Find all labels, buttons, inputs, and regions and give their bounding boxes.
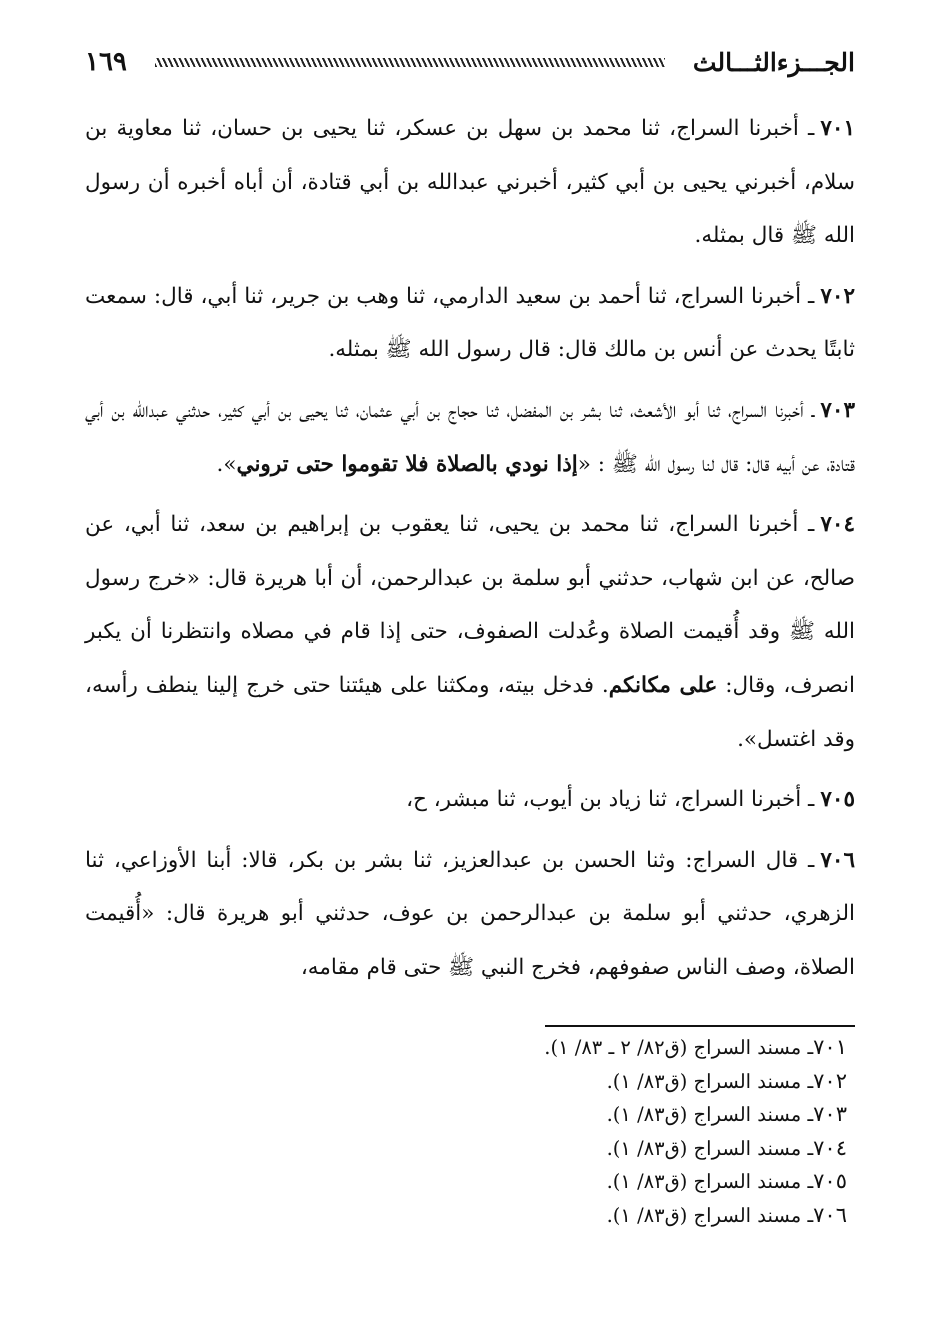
hadith-705 [85, 773, 855, 827]
footnote-number: ٧٠١ [813, 1035, 847, 1059]
footnote-number: ٧٠٦ [813, 1202, 847, 1227]
hadith-body: ـ أخبرنا السراج، ثنا محمد بن سهل بن عسكر، ثنا يحيى بن حسان، ثنا معاوية بن سلام، أخبرني يحيى بن أبي كثير، أخبرني عبدالله بن أبي قتادة، أن أباه أخبره أن رسول الله ﷺ قال بمثله. [85, 116, 855, 249]
page-number: ١٦٩ [85, 47, 127, 77]
hadith-body: ـ أخبرنا السراج، ثنا زياد بن أيوب، ثنا مبشر، ح، [406, 787, 815, 813]
hadith-body: ـ أخبرنا السراج، ثنا أبو الأشعث، ثنا بشر بن المفضل، ثنا حجاج بن أبي عثمان، ثنا يحيى بن أبي كثير، حدثني عبدالله بن أبي قتادة، عن أبيه قال: قال لنا رسول الله ﷺ : « [85, 397, 855, 477]
page-header [85, 34, 855, 90]
hadith-bold-quote: على مكانكم [608, 672, 718, 698]
footnote-number: ٧٠٣ [813, 1102, 847, 1127]
hadith-body: ـ أخبرنا السراج، ثنا أحمد بن سعيد الدارمي، ثنا وهب بن جرير، ثنا أبي، قال: سمعت ثابتًا يحدث عن أنس بن مالك قال: قال رسول الله ﷺ بمثله. [85, 283, 855, 363]
footnote-text: ـ مسند السراج (ق٨٣/ ١). [606, 1103, 814, 1127]
footnotes [85, 1031, 847, 1233]
hadith-number: ٧٠٦ [820, 847, 855, 873]
hadith-body-end: ». [216, 451, 237, 477]
hadith-706 [85, 834, 855, 995]
hadith-number: ٧٠٢ [820, 283, 855, 309]
footnote-text: ـ مسند السراج (ق٨٣/ ١). [606, 1069, 814, 1093]
hadith-702 [85, 270, 855, 377]
footnote-text: ـ مسند السراج (ق٨٢/ ٢ ـ ٨٣/ ١). [544, 1036, 814, 1059]
footnote-item [85, 1199, 847, 1233]
footnote-text: ـ مسند السراج (ق٨٣/ ١). [606, 1203, 814, 1227]
hadith-number: ٧٠٥ [820, 787, 855, 813]
footnote-item [85, 1132, 847, 1166]
footnote-separator [545, 1025, 855, 1027]
footnote-item [85, 1065, 847, 1099]
hadith-703 [85, 384, 855, 491]
footnote-text: ـ مسند السراج (ق٨٣/ ١). [606, 1136, 814, 1160]
footnote-item [85, 1098, 847, 1132]
footnote-number: ٧٠٤ [813, 1135, 847, 1160]
hadith-number: ٧٠٣ [820, 397, 855, 423]
footnote-text: ـ مسند السراج (ق٨٣/ ١). [606, 1170, 814, 1194]
hadith-body-end: . فدخل بيته، ومكثنا على هيئتنا حتى خرج إلينا ينطف رأسه، وقد اغتسل». [85, 672, 855, 752]
footnote-item [85, 1031, 847, 1065]
footnote-item [85, 1165, 847, 1199]
footnote-number: ٧٠٢ [813, 1068, 847, 1093]
hadith-body: ـ أخبرنا السراج، ثنا محمد بن يحيى، ثنا يعقوب بن إبراهيم بن سعد، ثنا أبي، عن صالح، عن ابن شهاب، حدثني أبو سلمة بن عبدالرحمن، أن أبا هريرة قال: «خرج رسول الله ﷺ وقد أُقيمت الصلاة وعُدلت الصفوف، حتى إذا قام في مصلاه وانتظرنا أن يكبر انصرف، وقال: [85, 512, 856, 698]
hadith-bold-quote: إذا نودي بالصلاة فلا تقوموا حتى تروني [236, 451, 578, 477]
hadith-number: ٧٠٤ [820, 512, 855, 538]
footnote-number: ٧٠٥ [813, 1169, 847, 1194]
hadith-body: ـ قال السراج: وثنا الحسن بن عبدالعزيز، ثنا بشر بن بكر، قالا: أبنا الأوزاعي، ثنا الزهري، حدثني أبو سلمة بن عبدالرحمن بن عوف، حدثني أبو هريرة قال: «أُقيمت الصلاة، وصف الناس صفوفهم، فخرج النبي ﷺ حتى قام مقامه، [85, 847, 855, 980]
hadith-number: ٧٠١ [820, 116, 855, 141]
hadith-text [85, 102, 855, 1002]
volume-title: الجـــزءالثـــالث [692, 47, 855, 77]
hadith-704 [85, 498, 855, 766]
hadith-701 [85, 102, 855, 263]
header-rule [155, 58, 665, 67]
